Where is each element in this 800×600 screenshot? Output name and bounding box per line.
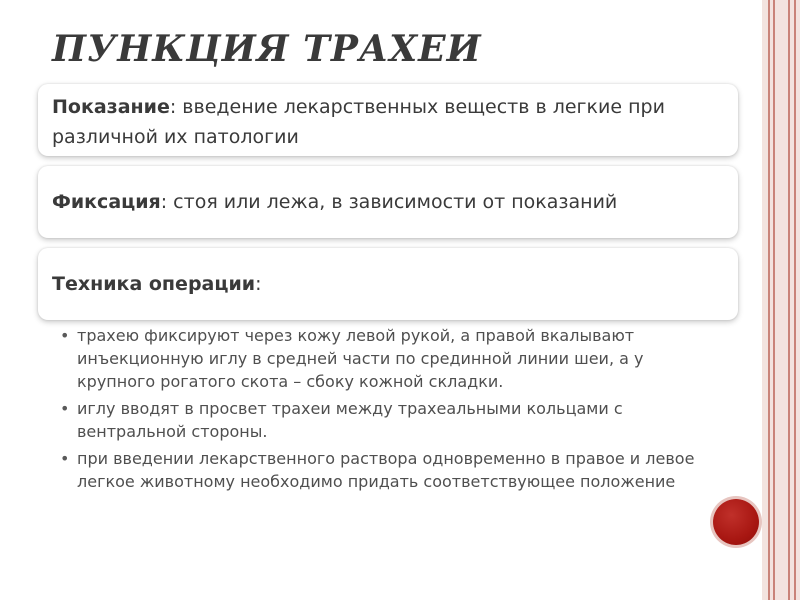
right-border-line xyxy=(773,0,775,600)
list-item xyxy=(60,447,720,493)
list-item xyxy=(60,397,720,443)
right-border-line xyxy=(788,0,790,600)
bullet-text: иглу вводят в просвет трахеи между трахеальными кольцами с вентральной стороны. xyxy=(77,399,623,441)
right-border-line xyxy=(768,0,770,600)
indication-text: : введение лекарственных веществ в легкие при различной их патологии xyxy=(52,96,665,148)
bullet-text: при введении лекарственного раствора одновременно в правое и левое легкое животному необходимо придать соответствующее положение xyxy=(77,449,695,491)
bullet-icon: • xyxy=(60,449,70,468)
bullet-text: трахею фиксируют через кожу левой рукой, а правой вкалывают инъекционную иглу в средней части по срединной линии шеи, а у крупного рогатого скота – сбоку кожной складки. xyxy=(77,326,644,391)
technique-bullet-list xyxy=(60,324,720,497)
indication-label: Показание xyxy=(52,96,170,118)
fixation-text: : стоя или лежа, в зависимости от показаний xyxy=(160,191,618,213)
technique-colon: : xyxy=(255,273,262,295)
technique-box xyxy=(38,248,738,320)
fixation-box xyxy=(38,166,738,238)
bullet-icon: • xyxy=(60,326,70,345)
list-item xyxy=(60,324,720,393)
right-border-line xyxy=(794,0,796,600)
bullet-icon: • xyxy=(60,399,70,418)
technique-label: Техника операции xyxy=(52,273,256,295)
red-circle-decoration xyxy=(713,499,759,545)
fixation-label: Фиксация xyxy=(52,191,161,213)
indication-box xyxy=(38,84,738,156)
slide-title: ПУНКЦИЯ ТРАХЕИ xyxy=(52,28,482,70)
